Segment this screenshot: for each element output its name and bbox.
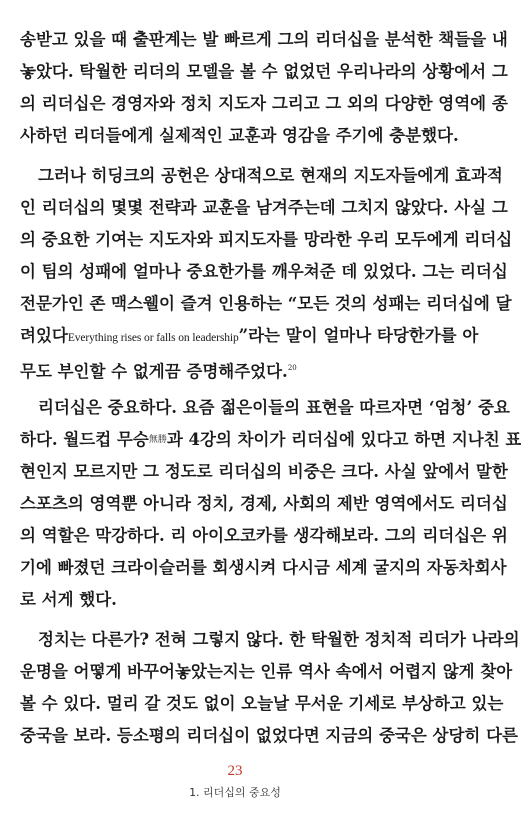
worldcup-line-before: 하다. 월드컵 무승 bbox=[20, 430, 149, 449]
text-line-content: 무도 부인할 수 없게끔 증명해주었다. bbox=[20, 362, 288, 381]
quote-line-after: ”라는 말이 얼마나 타당한가를 아 bbox=[238, 326, 479, 345]
text-line: 볼 수 있다. 멀리 갈 것도 없이 오늘날 무서운 기세로 부상하고 있는 bbox=[20, 694, 504, 713]
text-line: 송받고 있을 때 출판계는 발 빠르게 그의 리더십을 분석한 책들을 내 bbox=[20, 30, 508, 49]
text-line: 현인지 모르지만 그 정도로 리더십의 비중은 크다. 사실 앞에서 말한 bbox=[20, 462, 508, 481]
quote-line-before: 려있다 bbox=[20, 326, 68, 345]
text-line: 의 역할은 막강하다. 리 아이오코카를 생각해보라. 그의 리더십은 위 bbox=[20, 526, 508, 545]
text-line: 사하던 리더들에게 실제적인 교훈과 영감을 주기에 충분했다. bbox=[20, 126, 459, 145]
text-line: 인 리더십의 몇몇 전략과 교훈을 남겨주는데 그치지 않았다. 사실 그 bbox=[20, 198, 508, 217]
text-line: 기에 빠졌던 크라이슬러를 회생시켜 다시금 세계 굴지의 자동차회사 bbox=[20, 558, 507, 577]
english-quote: Everything rises or falls on leadership bbox=[67, 332, 239, 344]
text-line: 정치는 다른가? 전혀 그렇지 않다. 한 탁월한 정치적 리더가 나라의 bbox=[38, 630, 520, 649]
text-line: 운명을 어떻게 바꾸어놓았는지는 인류 역사 속에서 어렵지 않게 찾아 bbox=[20, 662, 513, 681]
text-line: 의 리더십은 경영자와 정치 지도자 그리고 그 외의 다양한 영역에 종 bbox=[20, 94, 508, 113]
worldcup-line-after: 과 4강의 차이가 리더십에 있다고 하면 지나친 표 bbox=[166, 430, 521, 449]
hanja-annotation: 無勝 bbox=[148, 435, 167, 445]
text-line: 전문가인 존 맥스웰이 즐겨 인용하는 “모든 것의 성패는 리더십에 달 bbox=[20, 294, 512, 313]
text-line: 그러나 히딩크의 공헌은 상대적으로 현재의 지도자들에게 효과적 bbox=[38, 166, 503, 185]
running-head: 1. 리더십의 중요성 bbox=[189, 786, 281, 799]
text-line: 리더십은 중요하다. 요즘 젊은이들의 표현을 따르자면 ‘엄청’ 중요 bbox=[38, 398, 510, 417]
text-line: 이 팀의 성패에 얼마나 중요한가를 깨우쳐준 데 있었다. 그는 리더십 bbox=[20, 262, 508, 281]
text-line: 로 서게 했다. bbox=[20, 590, 117, 609]
page-number: 23 bbox=[227, 763, 243, 779]
worldcup-line bbox=[20, 424, 521, 456]
text-line: 놓았다. 탁월한 리더의 모델을 볼 수 없었던 우리나라의 상황에서 그 bbox=[20, 62, 508, 81]
text-line: 중국을 보라. 등소평의 리더십이 없었다면 지금의 중국은 상당히 다른 bbox=[20, 726, 518, 745]
quote-line bbox=[20, 320, 479, 352]
text-line: 의 중요한 기여는 지도자와 피지도자를 망라한 우리 모두에게 리더십 bbox=[20, 230, 513, 249]
footnote-mark: 20 bbox=[287, 364, 297, 372]
text-line: 스포츠의 영역뿐 아니라 정치, 경제, 사회의 제반 영역에서도 리더십 bbox=[20, 494, 508, 513]
text-line bbox=[20, 352, 450, 384]
